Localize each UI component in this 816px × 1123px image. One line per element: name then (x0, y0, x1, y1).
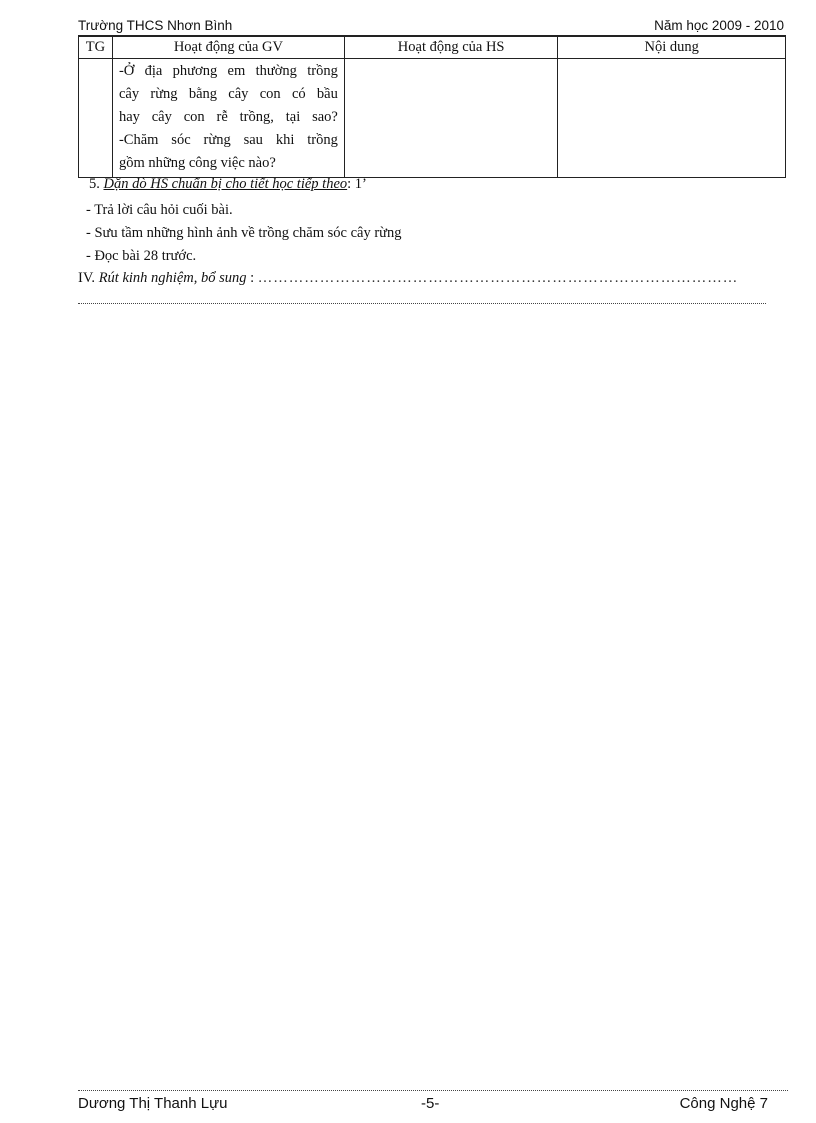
footer-subject: Công Nghệ 7 (679, 1095, 768, 1112)
section-5-number: 5. (89, 176, 100, 192)
col-header-noi-dung: Nội dung (558, 37, 786, 59)
gv-line: -Ở địa phương em thường trồng (118, 63, 338, 79)
col-header-tg: TG (79, 37, 113, 59)
cell-hs (344, 59, 558, 178)
page-header (78, 17, 786, 36)
col-header-gv: Hoạt động của GV (112, 37, 344, 59)
section-4-dots: ………………………………………………………………………………… (257, 270, 739, 286)
table-header-row (79, 37, 786, 59)
footer-page-number: -5- (421, 1095, 440, 1112)
section-5-suffix: : 1’ (347, 176, 367, 192)
lesson-table (78, 36, 786, 178)
col-header-hs: Hoạt động của HS (344, 37, 558, 59)
school-name: Trường THCS Nhơn Bình (78, 18, 233, 33)
footer-author: Dương Thị Thanh Lựu (78, 1095, 228, 1112)
section-4-number: IV. (78, 270, 96, 286)
school-year: Năm học 2009 - 2010 (654, 18, 784, 33)
section-5-title: Dặn dò HS chuẩn bị cho tiết học tiếp theo (103, 176, 348, 192)
footer-divider (78, 1090, 788, 1091)
gv-line: hay cây con rễ trồng, tại sao? (118, 109, 338, 125)
section-4-suffix: : (246, 270, 258, 286)
gv-line: cây rừng bằng cây con có bầu (118, 86, 338, 102)
list-item: - Trả lời câu hỏi cuối bài. (86, 202, 233, 218)
dotted-fill-line (78, 294, 766, 304)
section-5-heading (89, 174, 367, 194)
list-item: - Sưu tầm những hình ảnh về trồng chăm sóc cây rừng (86, 225, 402, 241)
list-item: - Đọc bài 28 trước. (86, 248, 197, 264)
cell-noi-dung (558, 59, 786, 178)
cell-tg (79, 59, 113, 178)
section-4-title: Rút kinh nghiệm, bổ sung (98, 270, 247, 286)
table-row (79, 59, 786, 178)
gv-line: -Chăm sóc rừng sau khi trồng (118, 132, 338, 148)
cell-gv (112, 59, 344, 178)
section-4-heading (78, 268, 738, 288)
gv-line: gồm những công việc nào? (118, 155, 276, 171)
